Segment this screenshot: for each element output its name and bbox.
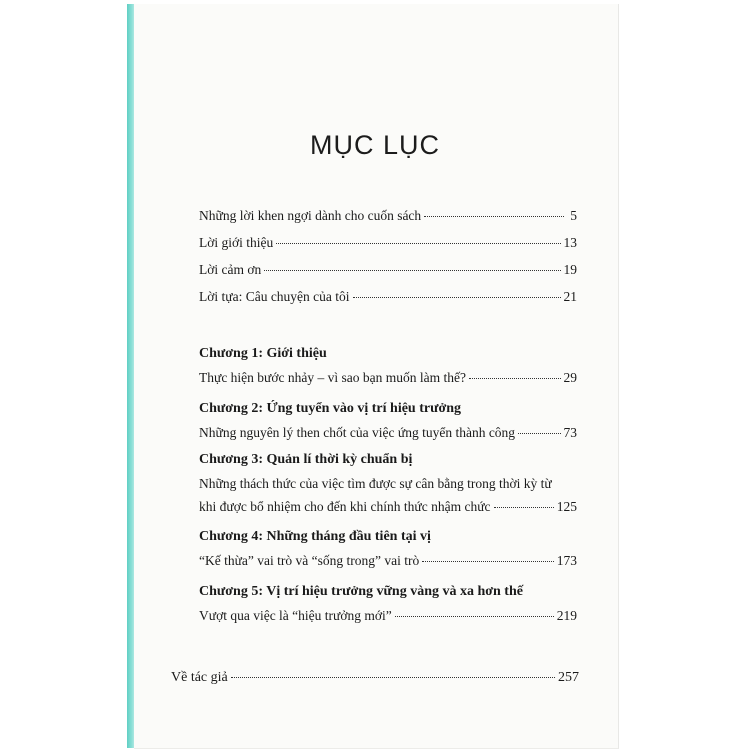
- toc-entry-label: Lời cảm ơn: [199, 262, 262, 277]
- toc-leader: [395, 616, 554, 617]
- toc-leader: [469, 378, 561, 379]
- toc-entry: [199, 607, 577, 625]
- toc-leader: [424, 216, 564, 217]
- toc-entry-page: 19: [563, 262, 577, 277]
- toc-entry-label: Lời tựa: Câu chuyện của tôi: [199, 289, 350, 304]
- toc-entry-page: 257: [558, 670, 579, 685]
- toc-entry: [199, 288, 577, 306]
- toc-entry-page: 125: [556, 499, 577, 514]
- toc-entry-label: Thực hiện bước nhảy – vì sao bạn muốn làm thế?: [199, 370, 466, 385]
- chapter-title: Chương 5: Vị trí hiệu trưởng vững vàng và xa hơn thế: [199, 584, 523, 599]
- toc-entry-page: 29: [563, 370, 577, 385]
- toc-leader: [231, 677, 555, 678]
- toc-entry: [199, 234, 577, 252]
- toc-entry-label: khi được bổ nhiệm cho đến khi chính thức nhậm chức: [199, 499, 491, 514]
- toc-entry-page: 21: [563, 289, 577, 304]
- toc-entry: [171, 669, 579, 687]
- toc-entry-label: Những lời khen ngợi dành cho cuốn sách: [199, 208, 422, 223]
- toc-entry-label: Những nguyên lý then chốt của việc ứng tuyển thành công: [199, 425, 516, 440]
- toc-entry-page: 73: [563, 425, 577, 440]
- toc-entry-page: 5: [570, 208, 577, 223]
- toc-entry: [199, 261, 577, 279]
- toc-entry-page: 173: [556, 553, 577, 568]
- toc-entry: [199, 369, 577, 387]
- toc-entry: [199, 498, 577, 516]
- page-title: MỤC LỤC: [309, 130, 440, 160]
- toc-entry-label: Lời giới thiệu: [199, 235, 274, 250]
- toc-leader: [264, 270, 560, 271]
- toc-entry-label: Về tác giả: [171, 670, 228, 685]
- chapter-title: Chương 4: Những tháng đầu tiên tại vị: [199, 529, 431, 544]
- toc-entry-page: 13: [563, 235, 577, 250]
- toc-entry-label: Vượt qua việc là “hiệu trưởng mới”: [199, 608, 392, 623]
- chapter-title: Chương 1: Giới thiệu: [199, 346, 327, 361]
- chapter-title: Chương 2: Ứng tuyển vào vị trí hiệu trưởng: [199, 401, 462, 416]
- toc-entry: [199, 552, 577, 570]
- toc-leader: [422, 561, 554, 562]
- toc-leader: [276, 243, 560, 244]
- toc-entry-label: “Kế thừa” vai trò và “sống trong” vai trò: [199, 553, 420, 568]
- toc-entry: [199, 424, 577, 442]
- toc-entry-label-line: Những thách thức của việc tìm được sự cân bằng trong thời kỳ từ: [199, 476, 552, 491]
- toc-leader: [353, 297, 561, 298]
- toc-entry: [199, 207, 577, 225]
- toc-entry-page: 219: [556, 608, 577, 623]
- toc-leader: [494, 507, 554, 508]
- chapter-title: Chương 3: Quản lí thời kỳ chuẩn bị: [199, 452, 413, 467]
- toc-leader: [518, 433, 560, 434]
